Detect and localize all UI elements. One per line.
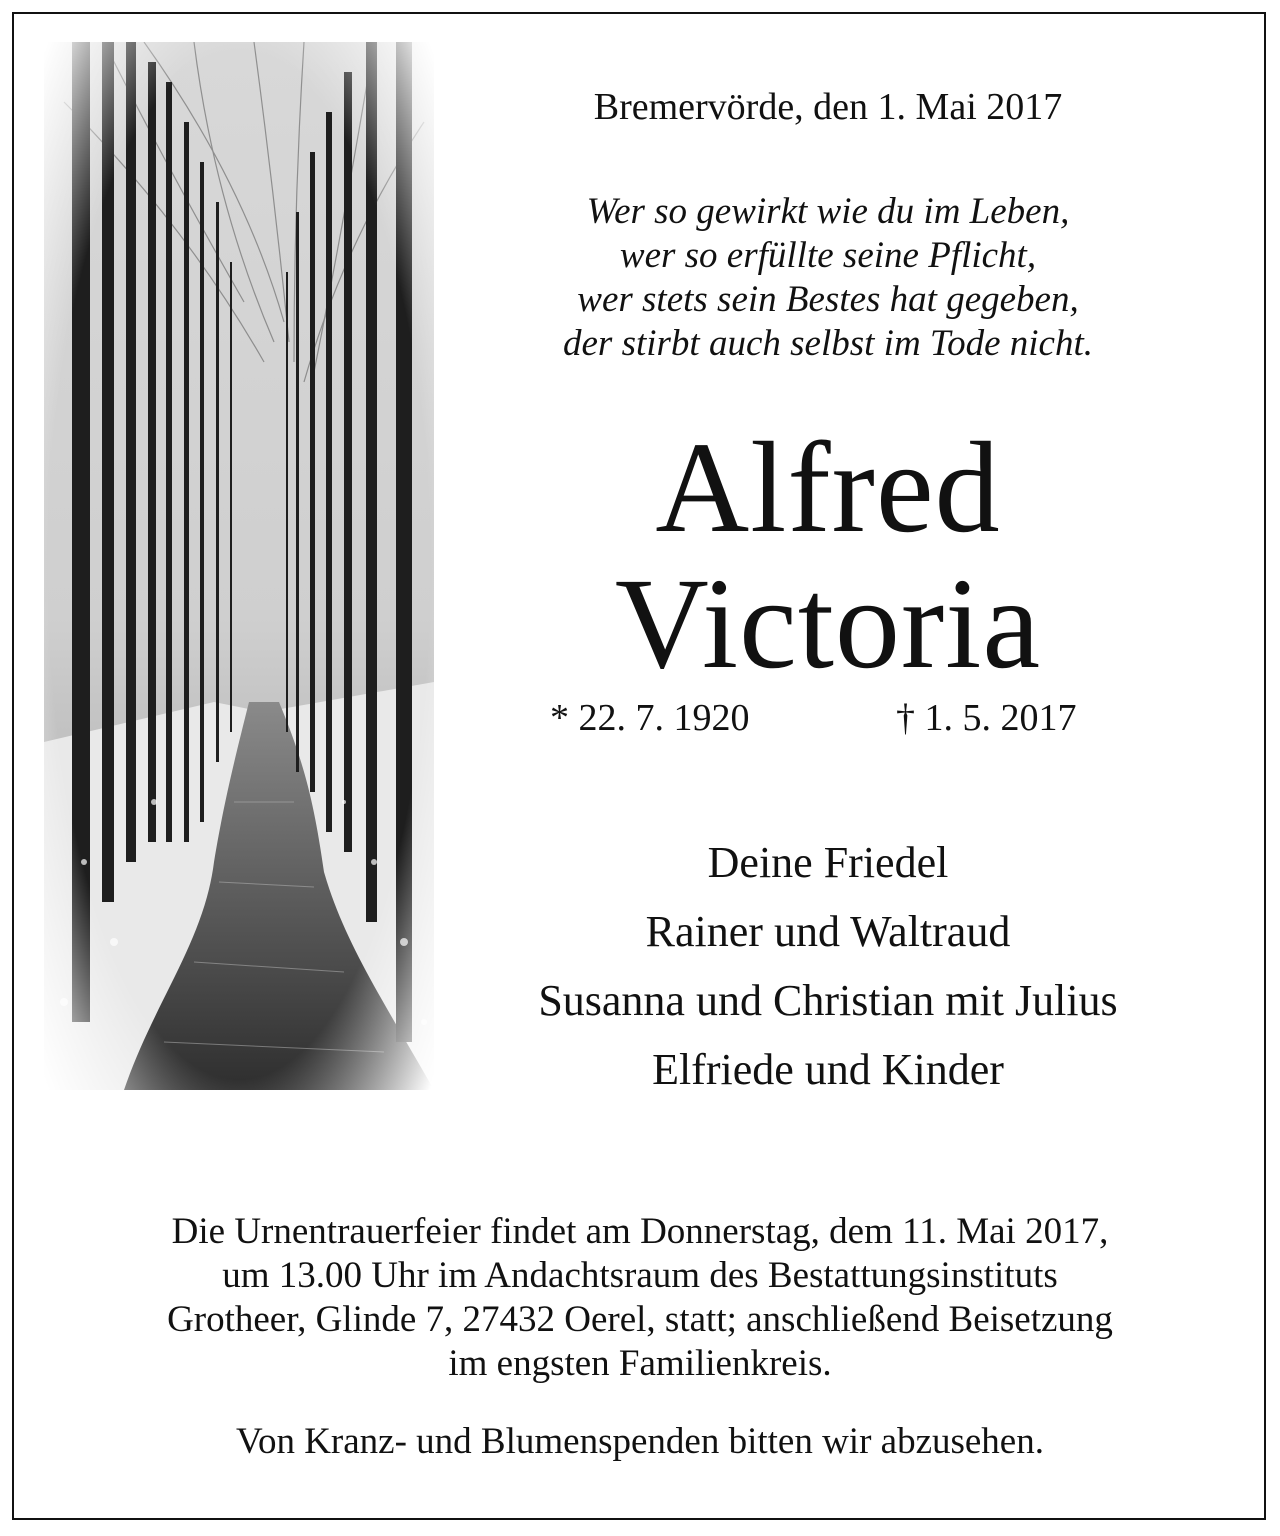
poem-line: wer stets sein Bestes hat gegeben, bbox=[577, 279, 1079, 320]
mourners-list bbox=[460, 828, 1196, 1104]
poem-line: der stirbt auch selbst im Tode nicht. bbox=[563, 323, 1093, 364]
flower-request: Von Kranz- und Blumenspenden bitten wir abzusehen. bbox=[236, 1421, 1044, 1462]
mourner-line: Rainer und Waltraud bbox=[645, 907, 1011, 956]
mourner-line: Elfriede und Kinder bbox=[652, 1045, 1004, 1094]
poem-line: Wer so gewirkt wie du im Leben, bbox=[586, 191, 1070, 232]
life-dates bbox=[460, 694, 1196, 742]
funeral-line: im engsten Familienkreis. bbox=[448, 1343, 832, 1384]
poem bbox=[460, 190, 1196, 366]
mourner-line: Deine Friedel bbox=[707, 838, 949, 887]
poem-line: wer so erfüllte seine Pflicht, bbox=[619, 235, 1037, 276]
mourner-line: Susanna und Christian mit Julius bbox=[538, 976, 1118, 1025]
deceased-name bbox=[460, 416, 1196, 696]
funeral-line: Grotheer, Glinde 7, 27432 Oerel, statt; anschließend Beisetzung bbox=[167, 1299, 1113, 1340]
funeral-line: Die Urnentrauerfeier findet am Donnerstag, dem 11. Mai 2017, bbox=[171, 1211, 1109, 1252]
forest-path-photo bbox=[44, 42, 434, 1090]
place-date: Bremervörde, den 1. Mai 2017 bbox=[593, 86, 1063, 128]
deceased-first-name: Alfred bbox=[655, 416, 1001, 560]
funeral-line: um 13.00 Uhr im Andachtsraum des Bestattungsinstituts bbox=[222, 1255, 1058, 1296]
death-date: † 1. 5. 2017 bbox=[896, 697, 1077, 739]
birth-date: * 22. 7. 1920 bbox=[550, 697, 750, 739]
deceased-last-name: Victoria bbox=[614, 552, 1042, 696]
funeral-notice bbox=[40, 1210, 1240, 1386]
